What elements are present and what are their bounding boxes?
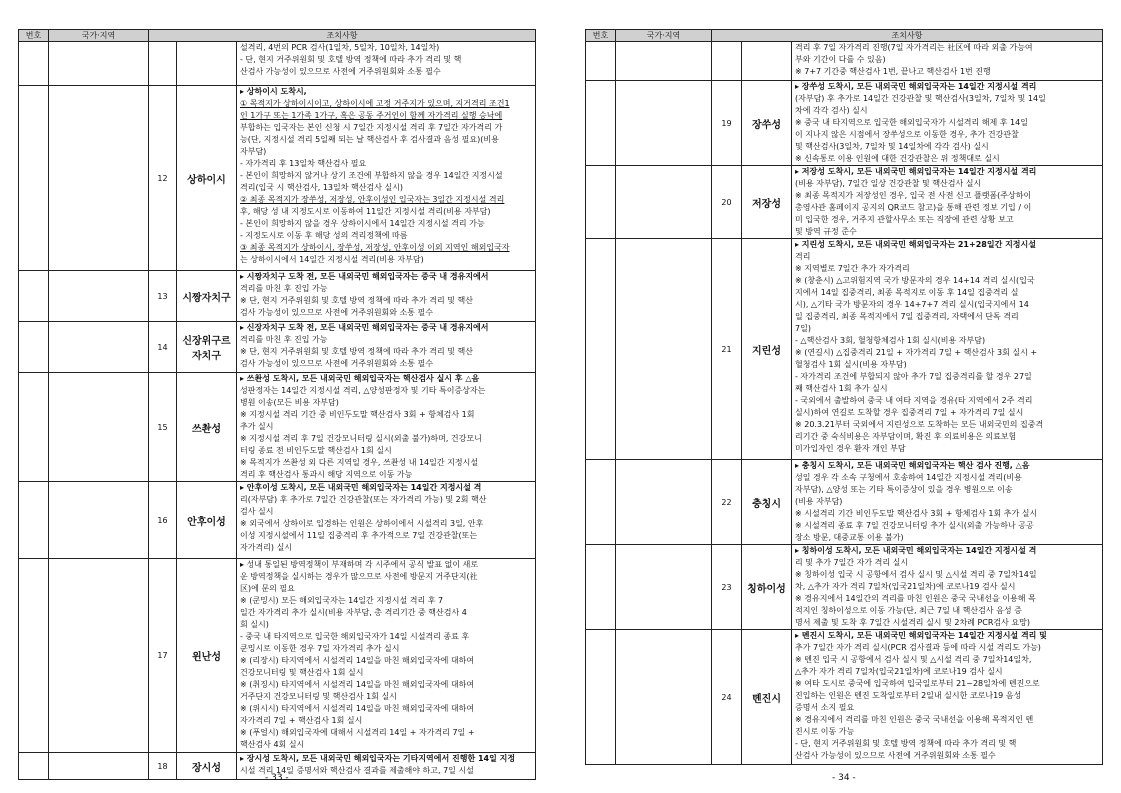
measure-line: 총영사관 홈페이지 공지의 QR코드 참고)을 통해 관련 정보 기입 / 이 — [795, 203, 1032, 212]
region-name: 신장위구르 자치구 — [177, 322, 237, 373]
measure-line: 부와 기간이 다를 수 있음) — [795, 55, 886, 64]
measure-content — [237, 271, 536, 322]
measure-line: - 자가격리 조건에 부합되지 않아 추가 7일 집중격리를 할 경우 27일 — [795, 372, 1032, 381]
measure-line: 격리 후 핵산검사 통과시 해당 지역으로 이동 가능 — [240, 470, 413, 479]
page-34 — [585, 29, 1103, 765]
measure-content — [792, 630, 1103, 765]
region-name: 칭하이성 — [742, 545, 792, 630]
measure-line: ※ 시설격리 종료 후 7일 건강모니터링 추가 실시(외출 가능하나 공공 — [795, 521, 1034, 530]
measure-line: 미가입자인 경우 환자 개인 부담 — [795, 444, 906, 453]
measure-line: ▸ 장시성 도착시, 모든 내외국민 해외입국자는 기타지역에서 진행한 14일 지정 — [240, 754, 516, 763]
measure-line: 자부담) — [240, 147, 267, 156]
empty-region-cell — [49, 86, 149, 271]
measure-line: 미 입국한 경우, 거주지 관할사무소 또는 직장에 관련 상황 보고 — [795, 215, 1014, 224]
table-row — [586, 239, 1103, 460]
measure-line: ※ 지역별로 7일간 추가 자가격리 — [795, 264, 910, 273]
empty-number-cell — [586, 166, 616, 239]
table-row — [19, 42, 536, 86]
measure-line: 및 핵산검사(3일차, 7일차 및 14일차에 각각 검사) 실시 — [795, 142, 989, 151]
table-row — [586, 166, 1103, 239]
row-number: 12 — [149, 86, 177, 271]
header-region: 국가·지역 — [616, 30, 712, 42]
measure-line: - 국외에서 출발하여 중국 내 여타 지역을 경유(타 지역에서 2주 격리 — [795, 396, 1033, 405]
measure-line: 진입하는 인원은 톈진 도착일로부터 2일내 실시한 코로나19 음성 — [795, 691, 1022, 700]
measure-line: - 자가격리 후 13일차 핵산검사 필요 — [240, 159, 367, 168]
measure-content — [792, 42, 1103, 81]
measure-line: ※ 단, 현지 거주위원회 및 호텔 방역 정책에 따라 추가 격리 및 핵산 — [240, 347, 473, 356]
empty-region-cell — [616, 239, 712, 460]
measure-line: ※ 7+7 기간중 핵산검사 1번, 끝나고 핵산검사 1번 진행 — [795, 67, 991, 76]
measure-line: ※ (연길시) △집중격리 21일 + 자가격리 7일 + 핵산검사 3회 실시 + — [795, 348, 1038, 357]
measure-line: - 단, 현지 거주위원회 및 호텔 방역 정책에 따라 추가 격리 및 핵 — [795, 739, 1017, 748]
empty-region-cell — [49, 42, 149, 86]
row-number: 17 — [149, 559, 177, 753]
header-measures: 조치사항 — [149, 30, 536, 42]
table-row — [19, 373, 536, 482]
empty-number-cell — [19, 753, 49, 780]
region-name: 장쑤성 — [742, 81, 792, 166]
measure-line: 추가 7일간 자가 격리 실시(PCR 검사결과 등에 따라 시설 격리도 가능) — [795, 643, 1041, 652]
measure-line: 째 핵산검사 1회 추가 실시 — [795, 384, 888, 393]
measure-line: (비용 자부담), 7일간 일상 건강관찰 및 핵산검사 실시 — [795, 179, 982, 188]
measure-line: 능(단, 지정시설 격리 5일째 되는 날 핵산검사 후 검사결과 음성 필요)(비용 — [240, 135, 499, 144]
page-33 — [18, 29, 536, 780]
table-row — [586, 81, 1103, 166]
measure-line: 증명서 소지 필요 — [795, 703, 855, 712]
measure-line: 핵산검사 4회 실시 — [240, 740, 305, 749]
region-name: 쓰촨성 — [177, 373, 237, 482]
region-name: 충칭시 — [742, 460, 792, 545]
row-number: 13 — [149, 271, 177, 322]
measure-content — [237, 42, 536, 86]
measure-line: ▸ 성내 통일된 방역정책이 부재하며 각 시주에서 공식 발표 없이 새로 — [240, 560, 479, 569]
measure-content — [237, 482, 536, 559]
measures-table-right — [585, 29, 1103, 765]
measure-line: ※ 20.3.21부터 국외에서 지린성으로 도착하는 모든 내외국민의 집중격 — [795, 420, 1044, 429]
region-name: 윈난성 — [177, 559, 237, 753]
measure-line: 자부담), △양성 또는 기타 특이증상이 있을 경우 병원으로 이송 — [795, 485, 1013, 494]
measure-line: ※ 중국 내 타지역으로 입국한 해외입국자가 시설격리 해제 후 14일 — [795, 118, 1028, 127]
table-row — [19, 271, 536, 322]
measure-line: 성판정자는 14일간 지정시설 격리, △양성판정자 및 기타 특이증상자는 — [240, 386, 486, 395]
measure-line: ※ 지정시설 격리 기간 중 비인두도말 핵산검사 3회 + 항체검사 1회 — [240, 410, 475, 419]
measure-line: ※ 경유지에서 격리를 마친 인원은 중국 국내선을 이용해 목적지인 톈 — [795, 715, 1034, 724]
table-row — [586, 630, 1103, 765]
measure-line: ▸ 칭하이성 도착시, 모든 내외국민 해외입국자는 14일간 지정시설 격 — [795, 546, 1037, 555]
row-number: 21 — [712, 239, 742, 460]
measure-line: 차에 각각 검사) 실시 — [795, 106, 868, 115]
measure-line: △추가 자가 격리 7일차(입국21일차)에 코로나19 검사 실시 — [795, 667, 1003, 676]
empty-number-cell — [586, 545, 616, 630]
region-name: 시짱자치구 — [177, 271, 237, 322]
measure-line: ▸ 저장성 도착시, 모든 내외국민 해외입국자는 14일간 지정시설 격리 — [795, 167, 1037, 176]
measure-line: 명서 제출 및 도착 후 7일간 시설격리 실시 및 2차례 PCR검사 요망) — [795, 618, 1030, 627]
measure-line: 건강모니터링 및 핵산검사 1회 실시 — [240, 668, 364, 677]
measure-line: 리(자부담) 후 추가로 7일간 건강관찰(또는 자가격리 가능) 및 2회 핵산 — [240, 495, 487, 504]
measure-line: ▸ 안후이성 도착시, 모든 내외국민 해외입국자는 14일간 지정시설 격 — [240, 483, 482, 492]
measure-line: ※ 단, 현지 거주위원회 및 호텔 방역 정책에 따라 추가 격리 및 핵산 — [240, 296, 473, 305]
measure-line: ▸ 톈진시 도착시, 모든 내외국민 해외입국자는 14일간 지정시설 격리 및 — [795, 631, 1047, 640]
measure-content — [237, 86, 536, 271]
measure-line: 운 방역정책을 실시하는 경우가 많으므로 사전에 방문지 거주단지(社 — [240, 572, 478, 581]
measure-content — [792, 166, 1103, 239]
measure-line: 격리를 마친 후 진입 가능 — [240, 284, 328, 293]
row-number — [149, 42, 177, 86]
measure-line: 리 및 추가 7일간 자가 격리 실시 — [795, 558, 909, 567]
measure-line: ▸ 신장자치구 도착 전, 모든 내외국민 해외입국자는 중국 내 경유지에서 — [240, 323, 489, 332]
empty-region-cell — [616, 460, 712, 545]
measure-line: 설격리, 4번의 PCR 검사(1일차, 5일차, 10일차, 14일차) — [240, 43, 440, 52]
measure-line: ▸ 상하이시 도착시, — [240, 87, 307, 96]
measure-line: 병원 이송(모든 비용 자부담) — [240, 398, 339, 407]
measure-line: 区)에 문의 필요 — [240, 584, 295, 593]
table-row — [19, 322, 536, 373]
measure-line: 산검사 가능성이 있으므로 사전에 거주위원회와 소통 필수 — [795, 751, 996, 760]
header-region: 국가·지역 — [49, 30, 149, 42]
page-number-left: - 33 - — [265, 773, 289, 783]
measure-content — [237, 322, 536, 373]
header-measures: 조치사항 — [712, 30, 1103, 42]
measure-line: 는 상하이시에서 14일간 지정시설 격리(비용 자부담) — [240, 255, 424, 264]
measure-line: 격리 — [795, 252, 811, 261]
table-row — [586, 460, 1103, 545]
measure-line: ※ 최종 목적지가 저장성인 경우, 입국 전 사전 신고 플랫폼(주상하이 — [795, 191, 1032, 200]
measure-line: ② 최종 목적지가 장쑤성, 저장성, 안후이성인 입국자는 3일간 지정시설 격리 — [240, 195, 505, 204]
measure-line: 성일 경우 각 소속 구청에서 호송하여 14일간 지정시설 격리(비용 — [795, 473, 1022, 482]
measure-line: ③ 최종 목적지가 상하이시, 장쑤성, 저장성, 안후이성 이외 지역인 해외입국자 — [240, 243, 510, 252]
measure-line: 터링 종료 전 비인두도말 핵산검사 1회 실시 — [240, 446, 392, 455]
measure-line: ※ (푸얼시) 해외입국자에 대해서 시설격리 14일 + 자가격리 7일 + — [240, 728, 475, 737]
measure-line: ※ (창춘시) △고위험지역 국가 방문자의 경우 14+14 격리 실시(입국 — [795, 276, 1035, 285]
region-name: 장시성 — [177, 753, 237, 780]
measure-line: 검사 실시 — [240, 507, 274, 516]
region-name: 저장성 — [742, 166, 792, 239]
measure-line: ※ (위시시) 타지역에서 시설격리 14일을 마친 해외입국자에 대하여 — [240, 704, 475, 713]
empty-number-cell — [19, 86, 49, 271]
measure-line: - 지정도시로 이동 후 해당 성의 격리정책에 따름 — [240, 231, 408, 240]
empty-region-cell — [616, 630, 712, 765]
measure-line: - △핵산검사 3회, 혈청항체검사 1회 실시(비용 자부담) — [795, 336, 986, 345]
region-name: 안후이성 — [177, 482, 237, 559]
measure-line: - 본인이 희망하지 않을 경우 상하이시에서 14일간 지정시설 격리 가능 — [240, 219, 485, 228]
measure-line: 및 방역 규정 준수 — [795, 227, 857, 236]
measure-line: 7일) — [795, 324, 811, 333]
empty-number-cell — [19, 322, 49, 373]
measure-content — [792, 239, 1103, 460]
region-name — [177, 42, 237, 86]
empty-region-cell — [49, 559, 149, 753]
measure-line: - 중국 내 타지역으로 입국한 해외입국자가 14일 시설격리 종료 후 — [240, 632, 470, 641]
measure-line: ▸ 지린성 도착시, 모든 내외국민 해외입국자는 21+28일간 지정시설 — [795, 240, 1036, 249]
row-number: 16 — [149, 482, 177, 559]
row-number: 18 — [149, 753, 177, 780]
measure-line: ※ 신속통로 이용 인원에 대한 건강관찰은 위 정책대로 실시 — [795, 154, 1000, 163]
empty-number-cell — [19, 559, 49, 753]
row-number: 22 — [712, 460, 742, 545]
measure-line: 후, 해당 성 내 지정도시로 이동하여 11일간 지정시설 격리(비용 자부담) — [240, 207, 491, 216]
measure-line: ※ 시설격리 기간 비인두도말 핵산검사 3회 + 항체검사 1회 추가 실시 — [795, 509, 1038, 518]
measure-line: - 단, 현지 거주위원회 및 호텔 방역 정책에 따라 추가 격리 및 핵 — [240, 55, 462, 64]
row-number: 20 — [712, 166, 742, 239]
region-name: 톈진시 — [742, 630, 792, 765]
empty-region-cell — [49, 753, 149, 780]
measure-line: ▸ 충칭시 도착시, 모든 내외국민 해외입국자는 핵산 검사 진행, △음 — [795, 461, 1030, 470]
measure-line: - 본인이 희망하지 않거나 상기 조건에 부합하지 않을 경우 14일간 지정시설 — [240, 171, 503, 180]
measure-line: 지에서 14일 집중격리, 최종 목적지로 이동 후 14일 집중격리 실 — [795, 288, 1019, 297]
measures-table-left — [18, 29, 536, 780]
measure-line: 혈청검사 1회 실시(비용 자부담) — [795, 360, 907, 369]
measure-line: 자가격리) 실시 — [240, 543, 293, 552]
measure-line: ※ (쿤밍시) 모든 해외입국자는 14일간 지정시설 격리 후 7 — [240, 596, 444, 605]
empty-region-cell — [616, 166, 712, 239]
measure-line: 격리를 마친 후 진입 가능 — [240, 335, 328, 344]
measure-line: 쿤밍시로 이동한 경우 7일 자가격리 추가 실시 — [240, 644, 400, 653]
empty-number-cell — [586, 42, 616, 81]
measure-line: 산검사 가능성이 있으므로 사전에 거주위원회와 소통 필수 — [240, 67, 441, 76]
empty-region-cell — [49, 482, 149, 559]
measure-line: 장소 방문, 대중교통 이용 불가) — [795, 533, 904, 542]
measure-line: 회 실시) — [240, 620, 269, 629]
page-number-right: - 34 - — [832, 773, 856, 783]
measure-content — [237, 559, 536, 753]
region-name — [742, 42, 792, 81]
measure-line: ※ 목적지가 쓰촨성 외 다른 지역일 경우, 쓰촨성 내 14일간 지정시설 — [240, 458, 479, 467]
measure-line: ▸ 시짱자치구 도착 전, 모든 내외국민 해외입국자는 중국 내 경유지에서 — [240, 272, 489, 281]
row-number: 14 — [149, 322, 177, 373]
table-row — [586, 42, 1103, 81]
empty-number-cell — [19, 482, 49, 559]
measure-line: ※ 지정시설 격리 후 7일 건강모니터링 실시(외출 불가)하며, 건강모니 — [240, 434, 482, 443]
measure-line: 자가격리 7일 + 핵산검사 1회 실시 — [240, 716, 363, 725]
measure-line: 인 1가구 또는 1가족 1가구, 혹은 공동 주거인이 함께 자가격리 실행 승낙에 — [240, 111, 503, 120]
measure-line: ※ 칭하이성 입국 시 공항에서 검사 실시 및 △시설 격리 중 7일차14일 — [795, 570, 1037, 579]
measure-line: 격리(입국 시 핵산검사, 13일차 핵산검사 실시) — [240, 183, 404, 192]
measure-line: 검사 가능성이 있으므로 사전에 거주위원회와 소통 필수 — [240, 308, 433, 317]
measure-content — [237, 373, 536, 482]
measure-line: ① 목적지가 상하이시이고, 상하이시에 고정 거주지가 있으며, 지거격리 조건1 — [240, 99, 510, 108]
measure-line: ※ 경유지에서 14일간의 격리를 마친 인원은 중국 국내선을 이용해 목 — [795, 594, 1036, 603]
measure-line: 적지인 칭하이성으로 이동 가능(단, 최근 7일 내 핵산검사 음성 증 — [795, 606, 1022, 615]
measure-content — [792, 81, 1103, 166]
measure-line: ▸ 장쑤성 도착시, 모든 내외국민 해외입국자는 14일간 지정시설 격리 — [795, 82, 1037, 91]
table-row — [19, 559, 536, 753]
measure-line: 이성 지정시설에서 11일 집중격리 후 추가적으로 7일 건강관찰(또는 — [240, 531, 478, 540]
empty-region-cell — [49, 373, 149, 482]
row-number: 15 — [149, 373, 177, 482]
measure-line: 거주단지 건강모니터링 및 핵산검사 1회 실시 — [240, 692, 397, 701]
empty-number-cell — [19, 42, 49, 86]
region-name: 상하이시 — [177, 86, 237, 271]
measure-line: (자부담) 후 추가로 14일간 건강관찰 및 핵산검사(3일차, 7일차 및 14일 — [795, 94, 1046, 103]
empty-number-cell — [19, 271, 49, 322]
row-number: 23 — [712, 545, 742, 630]
measure-line: 검사 가능성이 있으므로 사전에 거주위원회와 소통 필수 — [240, 359, 433, 368]
empty-region-cell — [49, 322, 149, 373]
table-row — [586, 545, 1103, 630]
measure-line: 격리 후 7일 자가격리 진행(7일 자가격리는 社区에 따라 외출 가능여 — [795, 43, 1033, 52]
measure-line: ※ (리장시) 타지역에서 시설격리 14일을 마친 해외입국자에 대하여 — [240, 656, 475, 665]
measure-line: 이 지나지 않은 시점에서 장쑤성으로 이동한 경우, 추가 건강관찰 — [795, 130, 1019, 139]
measure-line: 시설 격리 14일 증명서와 핵산검사 결과를 제출해야 하고, 7일 시설 — [240, 766, 474, 775]
header-no: 번호 — [19, 30, 49, 42]
empty-number-cell — [586, 239, 616, 460]
measure-line: 진시로 이동 가능 — [795, 727, 855, 736]
empty-number-cell — [586, 460, 616, 545]
measure-line: 일 집중격리, 최종 목적지에서 7일 집중격리, 자택에서 단독 격리 — [795, 312, 1019, 321]
empty-number-cell — [586, 81, 616, 166]
measure-line: ※ 여타 도시로 중국에 입국하여 입국일로부터 21~28일차에 톈진으로 — [795, 679, 1040, 688]
measure-content — [792, 460, 1103, 545]
empty-region-cell — [616, 81, 712, 166]
measure-line: ※ 톈진 입국 시 공항에서 검사 실시 및 △시설 격리 중 7일차14일차, — [795, 655, 1032, 664]
measure-line: 일간 자가격리 추가 실시(비용 자부담, 총 격리기간 중 핵산검사 4 — [240, 608, 467, 617]
measure-line: ▸ 쓰촨성 도착시, 모든 내외국민 해외입국자는 핵산검사 실시 후 △음 — [240, 374, 480, 383]
measure-line: 리기간 중 숙식비용은 자부담이며, 확진 후 의료비용은 의료보험 — [795, 432, 1017, 441]
table-row — [19, 482, 536, 559]
empty-region-cell — [49, 271, 149, 322]
measure-line: 차, △추가 자가 격리 7일차(입국21일차)에 코로나19 검사 실시 — [795, 582, 1016, 591]
empty-number-cell — [19, 373, 49, 482]
measure-line: 부합하는 입국자는 본인 신청 시 7일간 지정시설 격리 후 7일간 자가격리 가 — [240, 123, 503, 132]
measure-line: ※ (취징시) 타지역에서 시설격리 14일을 마친 해외입국자에 대하여 — [240, 680, 475, 689]
region-name: 지린성 — [742, 239, 792, 460]
row-number: 24 — [712, 630, 742, 765]
measure-content — [792, 545, 1103, 630]
measure-line: 추가 실시 — [240, 422, 274, 431]
row-number — [712, 42, 742, 81]
empty-region-cell — [616, 42, 712, 81]
measure-line: 시), △기타 국가 방문자의 경우 14+7+7 격리 실시(입국지에서 14 — [795, 300, 1029, 309]
empty-number-cell — [586, 630, 616, 765]
measure-line: ※ 외국에서 상하이로 입경하는 인원은 상하이에서 시설격리 3일, 안후 — [240, 519, 484, 528]
header-no: 번호 — [586, 30, 616, 42]
row-number: 19 — [712, 81, 742, 166]
table-row — [19, 86, 536, 271]
measure-line: (비용 자부담) — [795, 497, 843, 506]
empty-region-cell — [616, 545, 712, 630]
measure-line: 실시)하여 연길로 도착할 경우 집중격리 7일 + 자가격리 7일 실시 — [795, 408, 1024, 417]
